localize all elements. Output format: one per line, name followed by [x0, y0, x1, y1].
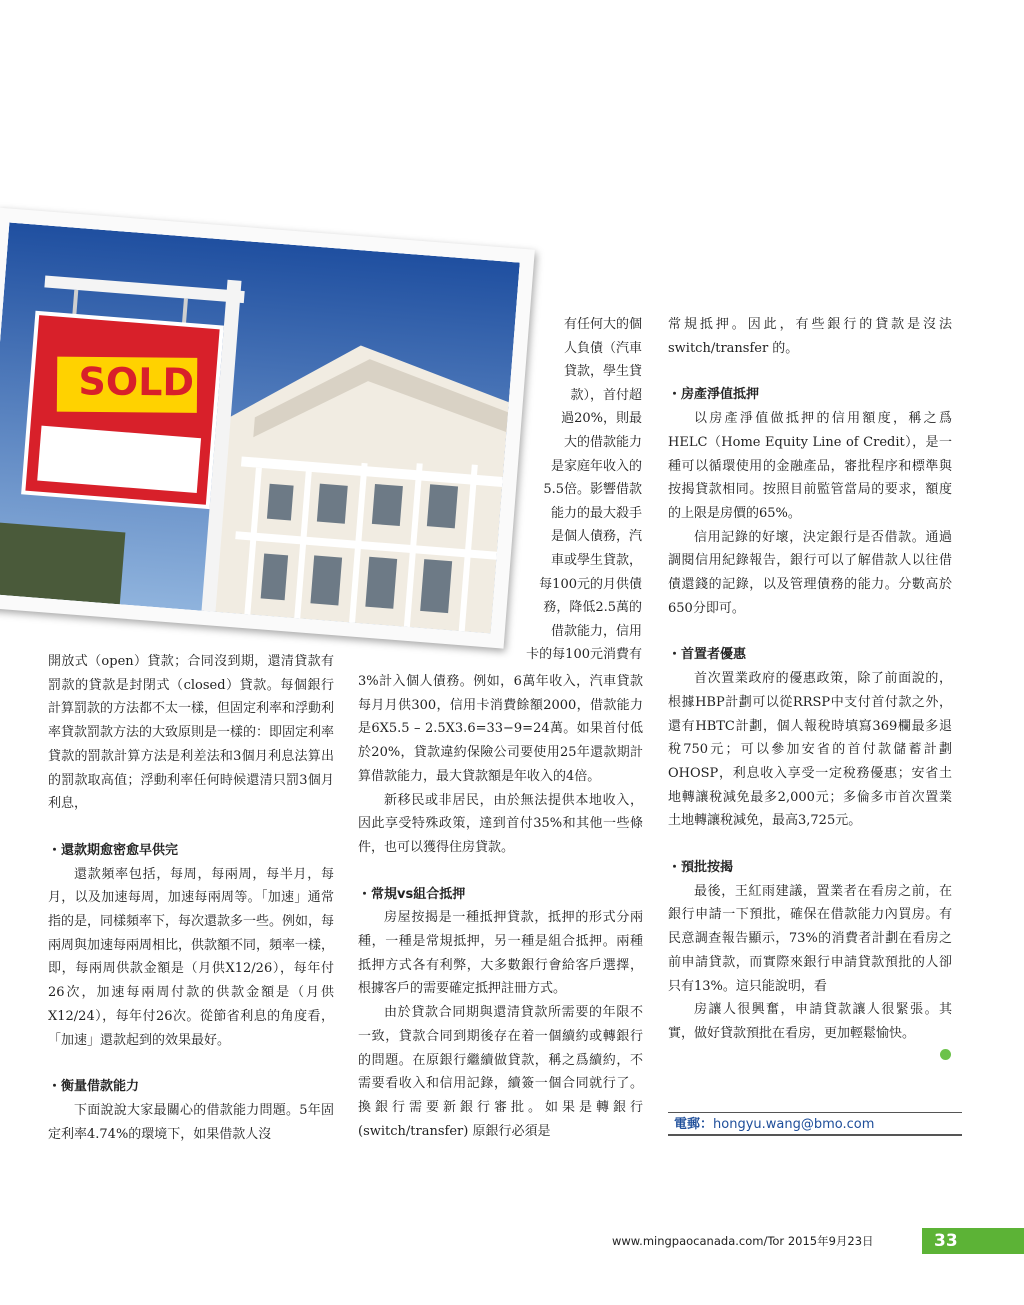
end-mark-icon: [940, 1049, 951, 1060]
col2-heading-mortgage-type: ・常規vs組合抵押: [358, 886, 466, 902]
photo-wrap-text: [520, 313, 642, 667]
sold-sign-text: SOLD: [78, 359, 195, 405]
wrap-line: 務，降低2.5萬的: [543, 600, 642, 616]
wrap-line: 是個人債務，汽: [550, 529, 642, 545]
wrap-line: 每100元的月供債: [539, 576, 642, 592]
photo-frame: [0, 207, 535, 648]
house-photo: [0, 222, 520, 633]
footer: [612, 1233, 874, 1249]
wrap-line: 人負債（汽車: [563, 340, 642, 356]
wrap-line: 款），首付超: [570, 387, 642, 403]
wrap-line: 借款能力，信用: [550, 623, 642, 639]
col2-paragraph: 由於貸款合同期與還清貸款所需要的年限不一致，貸款合同到期後存在着一個續約或轉銀行的問題。在原銀行繼續做貸款，稱之爲續約，不需要看收入和信用記錄，續簽一個合同就行了。換銀行需要新銀行審批。如果是轉銀行(switch/transfer) 原銀行必須是: [358, 1005, 643, 1139]
col1-paragraph: 開放式（open）貸款；合同沒到期，還清貸款有罰款的貸款是封閉式（closed）貸款。每個銀行計算罰款的方法都不太一樣，但固定利率和浮動利率貸款罰款方法的大致原則是一樣的：即固定利率貸款的罰款計算方法是利差法和3個月利息法算出的罰款取高值；浮動利率任何時候還清只罰3個月利息，: [48, 654, 335, 812]
col1-paragraph: 還款頻率包括，每周，每兩周，每半月，每月，以及加速每周，加速每兩周等。「加速」通常指的是，同樣頻率下，每次還款多一些。例如，每兩周與加速每兩周相比，供款額不同，頻率一樣，即，每兩周供款金額是（月供X12/26），每年付26次，加速每兩周付款的供款金額是（月供X12/24），每年付26次。從節省利息的角度看，「加速」還款起到的效果最好。: [48, 866, 335, 1048]
email-box: [668, 1112, 962, 1136]
wrap-line: 過20%，則最: [561, 411, 642, 427]
footer-date: 2015年9月23日: [787, 1234, 874, 1248]
col3-paragraph: 房讓人很興奮，申請貸款讓人很緊張。其實，做好貸款預批在看房，更加輕鬆愉快。: [668, 1002, 952, 1041]
col3-paragraph: 首次置業政府的優惠政策，除了前面說的，根據HBP計劃可以從RRSP中支付首付款之外，還有HBTC計劃，個人報稅時填寫369欄最多退稅750元；可以參加安省的首付款儲蓄計劃OHOSP，利息收入享受一定稅務優惠；安省土地轉讓稅減免最多2,000元；多倫多市首次置業土地轉讓稅減免，最高3,725元。: [668, 671, 952, 829]
house-sold-illustration: [0, 222, 520, 633]
email-address[interactable]: hongyu.wang@bmo.com: [713, 1117, 875, 1132]
col3-heading-heloc: ・房產淨值抵押: [668, 387, 760, 403]
col1-heading-repayment: ・還款期愈密愈早供完: [48, 842, 179, 858]
footer-site[interactable]: www.mingpaocanada.com/Tor: [612, 1234, 785, 1248]
column-2: [358, 670, 643, 1143]
wrap-line: 是家庭年收入的: [550, 458, 642, 474]
wrap-line: 貸款，學生貸: [563, 364, 642, 380]
col2-paragraph: 房屋按揭是一種抵押貸款，抵押的形式分兩種，一種是常規抵押，另一種是組合抵押。兩種抵押方式各有利弊，大多數銀行會給客戶選擇，根據客戶的需要確定抵押註冊方式。: [358, 910, 643, 997]
page-number: 33: [922, 1228, 1024, 1254]
wrap-line: 車或學生貸款，: [550, 552, 642, 568]
wrap-line: 大的借款能力: [563, 434, 642, 450]
col1-heading-borrowing: ・衡量借款能力: [48, 1079, 140, 1095]
wrap-line: 5.5倍。影響借款: [543, 482, 642, 498]
col1-paragraph: 下面說說大家最關心的借款能力問題。5年固定利率4.74%的環境下，如果借款人沒: [48, 1102, 334, 1142]
column-3: [668, 313, 952, 1046]
col3-paragraph: 以房產淨值做抵押的信用額度，稱之爲HELC（Home Equity Line of Credit），是一種可以循環使用的金融產品，審批程序和標準與按揭貸款相同。按照目前監管當局的要求，額度的上限是房價的65%。: [668, 411, 952, 521]
wrap-line: 有任何大的個: [563, 317, 642, 332]
wrap-line: 卡的每100元消費有: [526, 647, 642, 663]
col3-paragraph: 常規抵押。因此，有些銀行的貸款是沒法switch/transfer 的。: [668, 317, 952, 356]
email-label: 電郵：: [674, 1117, 714, 1132]
col2-paragraph: 新移民或非居民，由於無法提供本地收入，因此享受特殊政策，達到首付35%和其他一些條件，也可以獲得住房貸款。: [358, 792, 643, 855]
col3-heading-preapproval: ・預批按揭: [668, 860, 734, 876]
col2-paragraph: 3%計入個人債務。例如，6萬年收入，汽車貸款每月月供300，信用卡消費餘額2000，借款能力是6X5.5 – 2.5X3.6=33−9=24萬。如果首付低於20%，貸款違約保險公司要使用25年還款期計算借款能力，最大貸款額是年收入的4倍。: [358, 674, 643, 784]
col3-paragraph: 信用記錄的好壞，決定銀行是否借款。通過調閱信用紀錄報告，銀行可以了解借款人以往借債還錢的記錄，以及管理債務的能力。分數高於650分即可。: [668, 529, 952, 616]
column-1: [48, 650, 334, 1146]
col3-paragraph: 最後，王紅雨建議，置業者在看房之前，在銀行申請一下預批，確保在借款能力內買房。有民意調查報告顯示，73%的消費者計劃在看房之前申請貸款，而實際來銀行申請貸款預批的人卻只有13%。這只能說明，看: [668, 883, 952, 994]
wrap-line: 能力的最大殺手: [550, 505, 642, 521]
col3-heading-first-buyer: ・首置者優惠: [668, 647, 747, 663]
